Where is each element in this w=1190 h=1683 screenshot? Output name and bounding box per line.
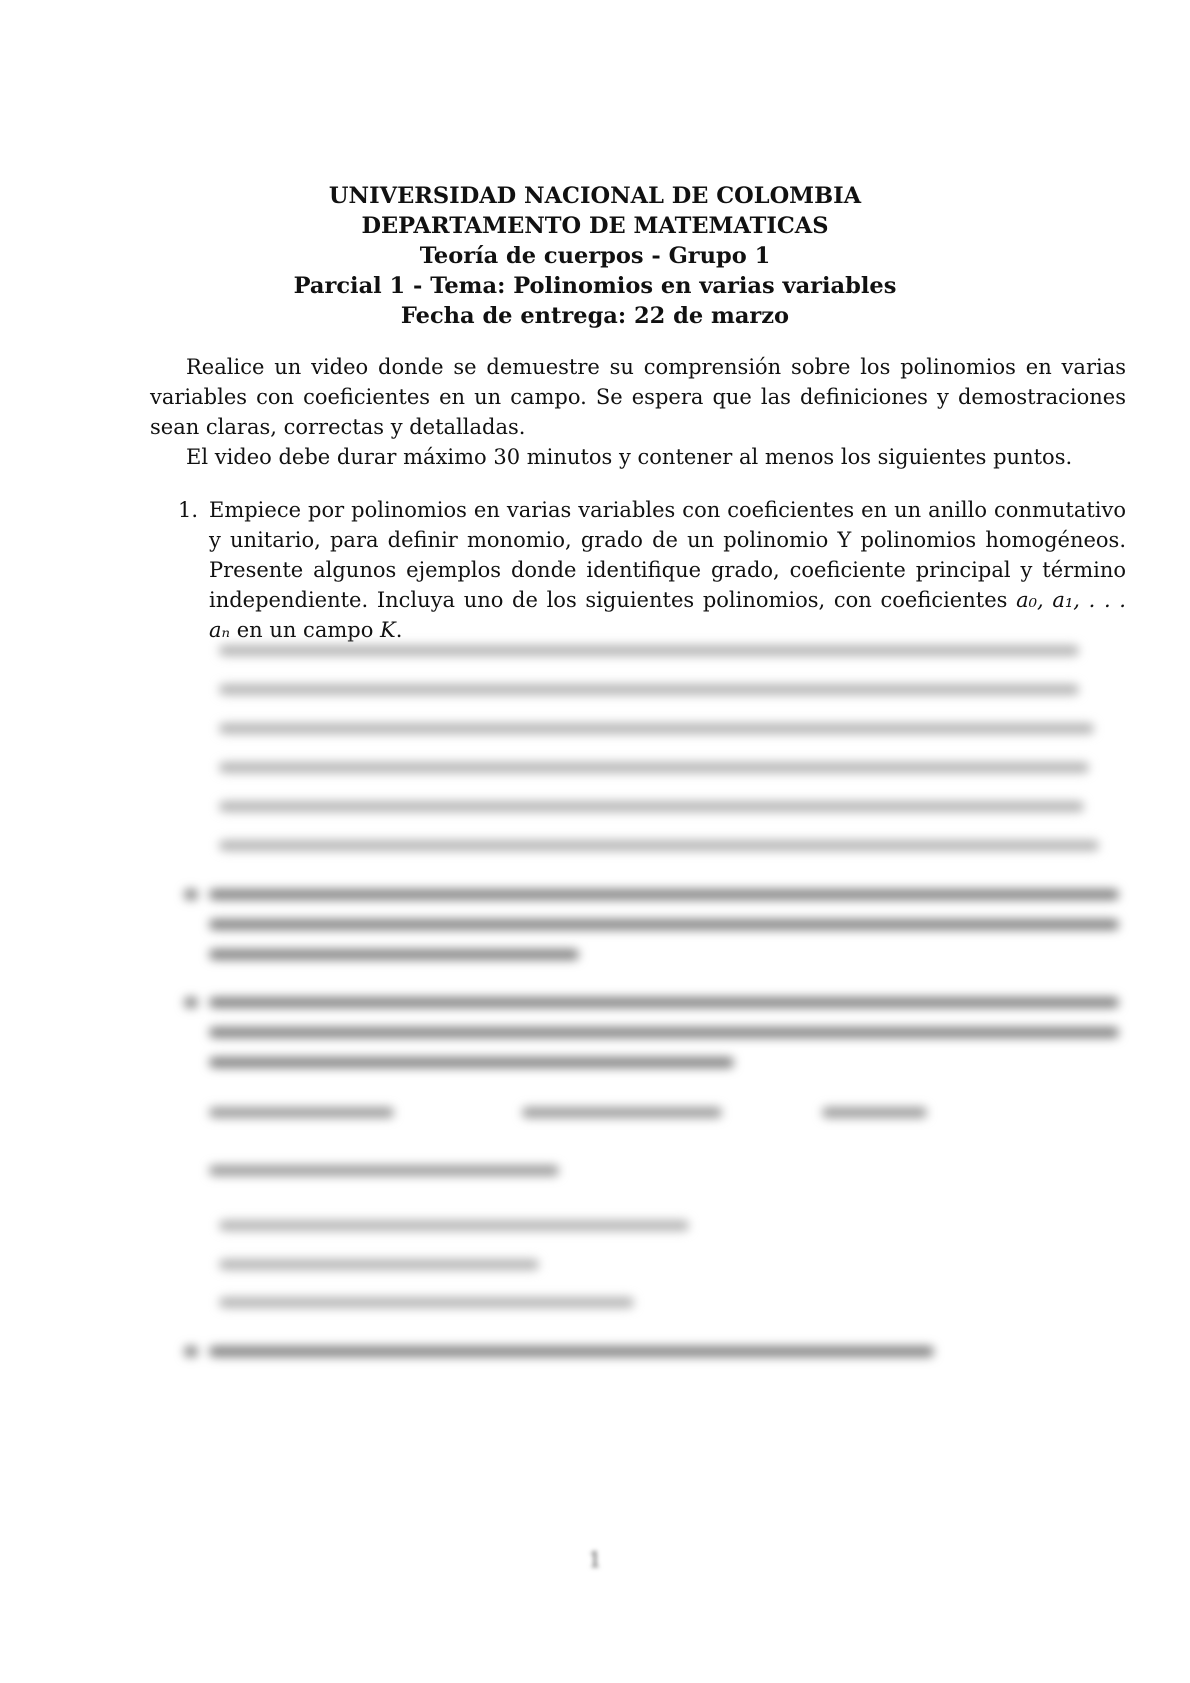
exam-title: Parcial 1 - Tema: Polinomios en varias variables	[293, 273, 897, 299]
blurred-line	[219, 684, 1079, 695]
due-date: Fecha de entrega: 22 de marzo	[400, 303, 790, 329]
list-item-number: 1.	[178, 498, 199, 522]
blurred-line	[209, 1107, 394, 1118]
blurred-line	[209, 997, 1119, 1008]
course-title: Teoría de cuerpos - Grupo 1	[419, 243, 771, 269]
blurred-line	[219, 762, 1089, 773]
university-name: UNIVERSIDAD NACIONAL DE COLOMBIA	[328, 183, 862, 209]
coefficient-symbols: a₀, a₁, . . . aₙ	[209, 588, 1126, 642]
department-name: DEPARTAMENTO DE MATEMATICAS	[361, 213, 829, 239]
blurred-line	[219, 840, 1099, 851]
blurred-line	[219, 1259, 539, 1270]
blurred-line	[209, 1165, 559, 1176]
blurred-line	[219, 801, 1084, 812]
blurred-line	[184, 1346, 198, 1357]
blurred-line	[219, 723, 1094, 734]
blurred-line	[209, 949, 579, 960]
item-text-mid: en un campo	[230, 618, 381, 642]
blurred-line	[219, 1220, 689, 1231]
field-symbol: K	[380, 618, 396, 642]
blurred-line	[209, 1027, 1119, 1038]
blurred-line	[184, 997, 198, 1008]
blurred-line	[209, 919, 1119, 930]
blurred-line	[219, 1297, 634, 1308]
intro-duration-paragraph: El video debe durar máximo 30 minutos y contener al menos los siguientes puntos.	[186, 445, 1073, 469]
page-number: 1	[588, 1548, 602, 1572]
blurred-line	[209, 1057, 734, 1068]
blurred-line	[209, 889, 1119, 900]
blurred-line	[522, 1107, 722, 1118]
blurred-line	[822, 1107, 927, 1118]
intro-paragraph: Realice un video donde se demuestre su comprensión sobre los polinomios en varias variables con coeficientes en un campo. Se espera que las definiciones y demostraciones sean claras, correctas y detalladas.	[150, 355, 1126, 439]
blurred-line	[219, 645, 1079, 656]
item-text: Empiece por polinomios en varias variables con coeficientes en un anillo conmutativo y unitario, para definir monomio, grado de un polinomio Y polinomios homogéneos. Presente algunos ejemplos donde identifique grado, coeficiente principal y término independiente. Incluya uno de los siguientes polinomios, con coeficientes	[209, 498, 1126, 612]
blurred-line	[184, 889, 198, 900]
blurred-line	[209, 1346, 934, 1357]
item-text-end: .	[395, 618, 403, 642]
